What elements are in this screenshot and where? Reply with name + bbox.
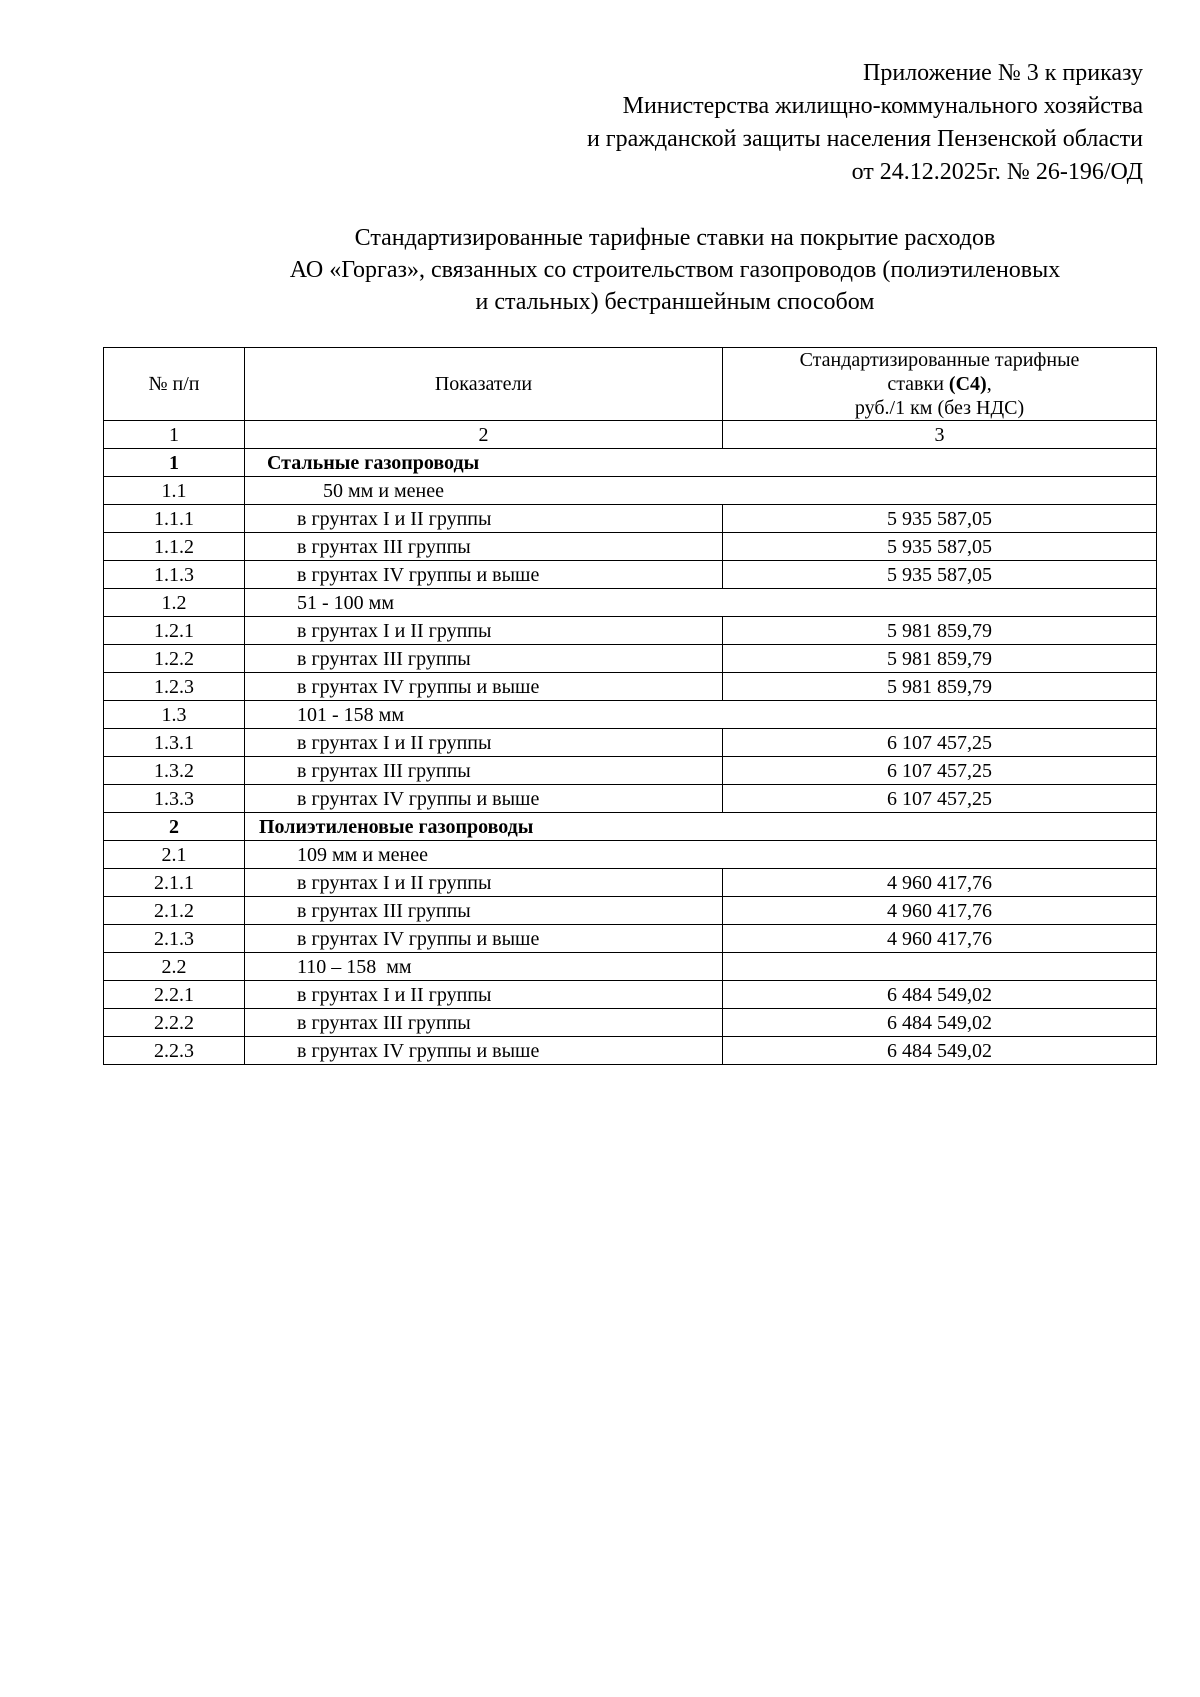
subsection-row xyxy=(104,953,1157,981)
appendix-header xyxy=(587,57,1143,189)
row-name: в грунтах IV группы и выше xyxy=(245,925,723,953)
row-number: 1.2 xyxy=(104,589,245,617)
column-header-rate-line xyxy=(727,372,1152,396)
row-name: в грунтах IV группы и выше xyxy=(245,1037,723,1065)
row-number: 2 xyxy=(104,813,245,841)
row-value: 5 981 859,79 xyxy=(723,673,1157,701)
row-name: в грунтах I и II группы xyxy=(245,869,723,897)
row-number: 1.3.1 xyxy=(104,729,245,757)
column-index: 2 xyxy=(245,421,723,449)
row-value: 6 484 549,02 xyxy=(723,1037,1157,1065)
row-number: 2.2.2 xyxy=(104,1009,245,1037)
table-row xyxy=(104,785,1157,813)
row-value-empty xyxy=(723,953,1157,981)
row-name: в грунтах I и II группы xyxy=(245,981,723,1009)
table-header-row xyxy=(104,348,1157,421)
row-number: 1.2.3 xyxy=(104,673,245,701)
column-index-row xyxy=(104,421,1157,449)
row-name: в грунтах I и II группы xyxy=(245,729,723,757)
row-number: 2.2.3 xyxy=(104,1037,245,1065)
table-row xyxy=(104,869,1157,897)
row-number: 2.1.3 xyxy=(104,925,245,953)
row-value: 6 107 457,25 xyxy=(723,785,1157,813)
row-number: 1.3.3 xyxy=(104,785,245,813)
row-name: в грунтах IV группы и выше xyxy=(245,785,723,813)
section-name: Полиэтиленовые газопроводы xyxy=(245,813,1157,841)
subsection-name: 110 – 158 мм xyxy=(245,953,723,981)
rate-text: , xyxy=(986,373,992,395)
row-number: 1.2.2 xyxy=(104,645,245,673)
document-title-line: АО «Горгаз», связанных со строительством газопроводов (полиэтиленовых xyxy=(289,257,1061,283)
row-name: в грунтах III группы xyxy=(245,533,723,561)
row-value: 6 107 457,25 xyxy=(723,757,1157,785)
rate-code: (С4) xyxy=(948,373,987,395)
rate-text: ставки xyxy=(887,373,949,395)
row-number: 1.1.2 xyxy=(104,533,245,561)
row-number: 1.1.3 xyxy=(104,561,245,589)
row-number: 2.1.2 xyxy=(104,897,245,925)
column-index: 3 xyxy=(723,421,1157,449)
column-header-name: Показатели xyxy=(245,348,723,421)
row-name: в грунтах IV группы и выше xyxy=(245,561,723,589)
row-number: 2.2.1 xyxy=(104,981,245,1009)
row-name: в грунтах III группы xyxy=(245,645,723,673)
row-name: в грунтах III группы xyxy=(245,897,723,925)
row-number: 2.1.1 xyxy=(104,869,245,897)
subsection-name: 51 - 100 мм xyxy=(245,589,1157,617)
table-row xyxy=(104,533,1157,561)
subsection-row xyxy=(104,477,1157,505)
column-header-rate xyxy=(723,348,1157,421)
row-value: 5 981 859,79 xyxy=(723,617,1157,645)
table-row xyxy=(104,673,1157,701)
row-number: 1 xyxy=(104,449,245,477)
row-number: 1.3.2 xyxy=(104,757,245,785)
row-value: 4 960 417,76 xyxy=(723,925,1157,953)
table-row xyxy=(104,645,1157,673)
column-header-rate-line: Стандартизированные тарифные xyxy=(799,349,1080,371)
row-name: в грунтах III группы xyxy=(245,1009,723,1037)
row-number: 1.3 xyxy=(104,701,245,729)
table-row xyxy=(104,925,1157,953)
row-name: в грунтах IV группы и выше xyxy=(245,673,723,701)
table-row xyxy=(104,757,1157,785)
section-row xyxy=(104,449,1157,477)
row-number: 2.2 xyxy=(104,953,245,981)
table-row xyxy=(104,561,1157,589)
section-row xyxy=(104,813,1157,841)
section-name: Стальные газопроводы xyxy=(245,449,1157,477)
table-row xyxy=(104,617,1157,645)
subsection-name: 101 - 158 мм xyxy=(245,701,1157,729)
row-name: в грунтах I и II группы xyxy=(245,505,723,533)
subsection-row xyxy=(104,841,1157,869)
appendix-header-line: и гражданской защиты населения Пензенской области xyxy=(586,126,1143,152)
appendix-header-line: Министерства жилищно-коммунального хозяйства xyxy=(622,93,1143,119)
row-value: 6 484 549,02 xyxy=(723,981,1157,1009)
row-value: 4 960 417,76 xyxy=(723,869,1157,897)
row-value: 4 960 417,76 xyxy=(723,897,1157,925)
subsection-row xyxy=(104,701,1157,729)
subsection-name: 50 мм и менее xyxy=(245,477,1157,505)
row-value: 6 107 457,25 xyxy=(723,729,1157,757)
table-row xyxy=(104,1037,1157,1065)
column-header-num: № п/п xyxy=(104,348,245,421)
row-value: 5 981 859,79 xyxy=(723,645,1157,673)
tariff-table xyxy=(103,347,1157,1065)
row-value: 5 935 587,05 xyxy=(723,505,1157,533)
row-number: 1.1.1 xyxy=(104,505,245,533)
row-number: 1.2.1 xyxy=(104,617,245,645)
row-number: 1.1 xyxy=(104,477,245,505)
appendix-header-line: Приложение № 3 к приказу xyxy=(863,60,1143,86)
row-value: 5 935 587,05 xyxy=(723,533,1157,561)
row-value: 6 484 549,02 xyxy=(723,1009,1157,1037)
row-value: 5 935 587,05 xyxy=(723,561,1157,589)
subsection-row xyxy=(104,589,1157,617)
column-index: 1 xyxy=(104,421,245,449)
column-header-rate-line: руб./1 км (без НДС) xyxy=(854,397,1025,419)
subsection-name: 109 мм и менее xyxy=(245,841,1157,869)
appendix-header-line: от 24.12.2025г. № 26-196/ОД xyxy=(851,159,1143,185)
row-number: 2.1 xyxy=(104,841,245,869)
document-title-line: Стандартизированные тарифные ставки на покрытие расходов xyxy=(354,225,996,251)
document-title-line: и стальных) бестраншейным способом xyxy=(475,289,875,315)
table-row xyxy=(104,729,1157,757)
table-row xyxy=(104,981,1157,1009)
row-name: в грунтах I и II группы xyxy=(245,617,723,645)
table-row xyxy=(104,1009,1157,1037)
table-row xyxy=(104,897,1157,925)
table-row xyxy=(104,505,1157,533)
row-name: в грунтах III группы xyxy=(245,757,723,785)
document-title xyxy=(205,222,1145,318)
